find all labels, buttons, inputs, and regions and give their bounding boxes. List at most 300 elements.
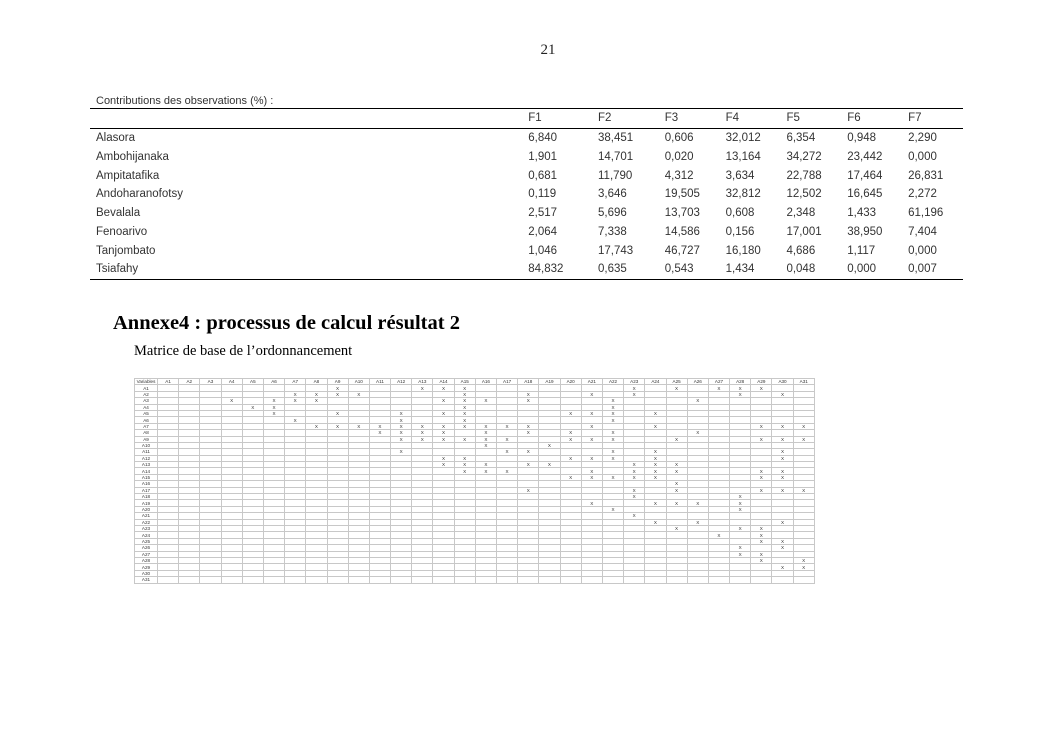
matrix-cell — [263, 577, 284, 583]
matrix-mark: X — [497, 468, 518, 474]
matrix-mark: X — [560, 436, 581, 442]
matrix-cell — [793, 577, 814, 583]
matrix-mark: X — [645, 474, 666, 480]
header-cell — [90, 109, 522, 129]
matrix-row-label: A20 — [135, 506, 158, 512]
matrix-mark: X — [263, 398, 284, 404]
table-row — [90, 204, 963, 223]
matrix-mark: X — [730, 551, 751, 557]
matrix-column-header: A3 — [200, 379, 221, 385]
matrix-mark: X — [666, 468, 687, 474]
matrix-mark: X — [730, 385, 751, 391]
matrix-mark: X — [581, 436, 602, 442]
matrix-mark: X — [454, 423, 475, 429]
matrix-cell — [285, 577, 306, 583]
matrix-mark: X — [518, 398, 539, 404]
matrix-mark: X — [666, 385, 687, 391]
contribution-value: 17,001 — [786, 225, 822, 238]
matrix-column-header: A29 — [751, 379, 772, 385]
contribution-value: 2,272 — [908, 188, 937, 201]
matrix-row-label: A14 — [135, 468, 158, 474]
matrix-cell — [433, 577, 454, 583]
matrix-mark: X — [327, 423, 348, 429]
matrix-column-header: A15 — [454, 379, 475, 385]
matrix-mark: X — [645, 423, 666, 429]
matrix-mark: X — [793, 436, 814, 442]
matrix-row-label: A23 — [135, 525, 158, 531]
matrix-mark: X — [602, 410, 623, 416]
contribution-value: 38,451 — [598, 132, 634, 145]
matrix-cell — [708, 577, 729, 583]
matrix-mark: X — [497, 436, 518, 442]
table-row — [90, 241, 963, 260]
ordering-matrix — [134, 378, 815, 584]
contribution-value: 2,517 — [528, 207, 558, 220]
matrix-column-header: A18 — [518, 379, 539, 385]
matrix-body — [135, 385, 815, 583]
matrix-mark: X — [263, 404, 284, 410]
matrix-cell — [730, 577, 751, 583]
matrix-mark: X — [433, 462, 454, 468]
matrix-mark: X — [285, 391, 306, 397]
matrix-mark: X — [645, 462, 666, 468]
matrix-mark: X — [433, 455, 454, 461]
matrix-column-header: A8 — [306, 379, 327, 385]
matrix-mark: X — [751, 468, 772, 474]
contributions-section — [90, 94, 963, 280]
matrix-column-header: A31 — [793, 379, 814, 385]
matrix-row-label: A4 — [135, 404, 158, 410]
matrix-mark: X — [772, 455, 793, 461]
matrix-mark: X — [518, 487, 539, 493]
matrix-mark: X — [306, 398, 327, 404]
contribution-value: 19,505 — [664, 188, 700, 201]
contribution-value: 1,117 — [847, 244, 876, 257]
matrix-cell — [497, 577, 518, 583]
matrix-cell — [581, 577, 602, 583]
matrix-mark: X — [497, 423, 518, 429]
matrix-mark: X — [412, 385, 433, 391]
matrix-mark: X — [454, 462, 475, 468]
table-row — [90, 223, 963, 242]
matrix-mark: X — [666, 487, 687, 493]
table-row — [90, 185, 963, 204]
matrix-row-label: A10 — [135, 442, 158, 448]
matrix-cell — [412, 577, 433, 583]
matrix-cell — [454, 577, 475, 583]
matrix-mark: X — [772, 449, 793, 455]
matrix-mark: X — [793, 564, 814, 570]
matrix-mark: X — [730, 494, 751, 500]
matrix-cell — [200, 577, 221, 583]
matrix-column-header: A6 — [263, 379, 284, 385]
table-row — [90, 260, 963, 279]
matrix-mark: X — [391, 423, 412, 429]
matrix-mark: X — [624, 474, 645, 480]
contribution-value: 14,701 — [598, 150, 634, 163]
annex-subtitle: Matrice de base de l’ordonnancement — [134, 343, 353, 359]
matrix-mark: X — [602, 455, 623, 461]
matrix-mark: X — [793, 423, 814, 429]
matrix-mark: X — [433, 410, 454, 416]
matrix-mark: X — [475, 468, 496, 474]
matrix-mark: X — [687, 430, 708, 436]
matrix-column-header: A9 — [327, 379, 348, 385]
contribution-value: 7,338 — [598, 225, 627, 238]
matrix-mark: X — [730, 525, 751, 531]
matrix-mark: X — [560, 474, 581, 480]
matrix-row-label: A3 — [135, 398, 158, 404]
contribution-value: 14,586 — [664, 225, 700, 238]
matrix-mark: X — [581, 410, 602, 416]
matrix-mark: X — [285, 398, 306, 404]
matrix-mark: X — [581, 500, 602, 506]
commune-name: Ampitatafika — [96, 169, 160, 182]
contribution-value: 4,686 — [786, 244, 816, 257]
matrix-mark: X — [391, 449, 412, 455]
contribution-value: 84,832 — [528, 263, 564, 276]
matrix-mark: X — [602, 449, 623, 455]
matrix-mark: X — [475, 436, 496, 442]
contribution-value: 46,727 — [664, 244, 700, 257]
matrix-mark: X — [539, 442, 560, 448]
contribution-value: 61,196 — [908, 207, 944, 220]
matrix-mark: X — [772, 423, 793, 429]
matrix-cell — [539, 577, 560, 583]
matrix-column-header: A30 — [772, 379, 793, 385]
matrix-mark: X — [772, 474, 793, 480]
commune-name: Alasora — [96, 132, 135, 145]
matrix-mark: X — [518, 391, 539, 397]
contribution-value: 0,681 — [528, 169, 558, 182]
matrix-mark: X — [793, 487, 814, 493]
matrix-mark: X — [433, 398, 454, 404]
matrix-mark: X — [497, 449, 518, 455]
contribution-value: 0,156 — [725, 225, 755, 238]
matrix-corner-label: Variables — [135, 379, 158, 385]
matrix-cell — [158, 577, 179, 583]
contributions-body — [90, 128, 963, 279]
matrix-mark: X — [730, 506, 751, 512]
matrix-row-label: A9 — [135, 436, 158, 442]
matrix-mark: X — [602, 430, 623, 436]
matrix-mark: X — [624, 462, 645, 468]
matrix-mark: X — [751, 532, 772, 538]
matrix-mark: X — [581, 474, 602, 480]
contribution-value: 1,434 — [725, 263, 755, 276]
contribution-value: 7,404 — [908, 225, 937, 238]
matrix-cell — [666, 577, 687, 583]
matrix-mark: X — [475, 398, 496, 404]
matrix-mark: X — [348, 423, 369, 429]
matrix-mark: X — [412, 430, 433, 436]
matrix-cell — [602, 577, 623, 583]
table-row — [90, 148, 963, 167]
matrix-column-header: A24 — [645, 379, 666, 385]
matrix-mark: X — [751, 557, 772, 563]
matrix-row-label: A19 — [135, 500, 158, 506]
matrix-mark: X — [666, 500, 687, 506]
annex-title: Annexe4 : processus de calcul résultat 2 — [113, 312, 460, 334]
matrix-mark: X — [369, 430, 390, 436]
matrix-row-label: A26 — [135, 545, 158, 551]
matrix-mark: X — [602, 436, 623, 442]
matrix-mark: X — [581, 468, 602, 474]
matrix-mark: X — [751, 525, 772, 531]
matrix-mark: X — [730, 391, 751, 397]
header-cell: F3 — [664, 112, 679, 125]
matrix-mark: X — [708, 532, 729, 538]
matrix-mark: X — [687, 519, 708, 525]
matrix-mark: X — [645, 410, 666, 416]
matrix-cell — [306, 577, 327, 583]
matrix-column-header: A10 — [348, 379, 369, 385]
matrix-row-label: A15 — [135, 474, 158, 480]
matrix-mark: X — [518, 449, 539, 455]
matrix-row-label: A6 — [135, 417, 158, 423]
matrix-mark: X — [687, 500, 708, 506]
matrix-mark: X — [666, 525, 687, 531]
contribution-value: 38,950 — [847, 225, 883, 238]
matrix-mark: X — [391, 436, 412, 442]
matrix-column-header: A11 — [369, 379, 390, 385]
matrix-cell — [391, 577, 412, 583]
matrix-mark: X — [602, 398, 623, 404]
matrix-mark: X — [624, 487, 645, 493]
header-cell: F5 — [786, 112, 800, 125]
contribution-value: 11,790 — [598, 169, 633, 182]
matrix-cell — [560, 577, 581, 583]
matrix-column-header: A19 — [539, 379, 560, 385]
commune-name: Tsiafahy — [96, 263, 139, 276]
contribution-value: 17,464 — [847, 169, 883, 182]
contribution-value: 12,502 — [786, 188, 822, 201]
matrix-mark: X — [518, 430, 539, 436]
matrix-column-header: A26 — [687, 379, 708, 385]
matrix-cell — [687, 577, 708, 583]
matrix-mark: X — [391, 430, 412, 436]
matrix-mark: X — [772, 538, 793, 544]
contribution-value: 2,290 — [908, 132, 937, 145]
matrix-row-label: A24 — [135, 532, 158, 538]
matrix-mark: X — [730, 545, 751, 551]
matrix-row-label: A30 — [135, 570, 158, 576]
matrix-mark: X — [433, 423, 454, 429]
matrix-mark: X — [475, 423, 496, 429]
header-cell: F2 — [598, 112, 612, 125]
matrix-mark: X — [560, 410, 581, 416]
contribution-value: 0,000 — [908, 244, 937, 257]
contribution-value: 26,831 — [908, 169, 944, 182]
contribution-value: 0,000 — [908, 150, 937, 163]
matrix-column-header: A4 — [221, 379, 242, 385]
matrix-mark: X — [263, 410, 284, 416]
matrix-mark: X — [772, 545, 793, 551]
matrix-mark: X — [391, 417, 412, 423]
matrix-row-label: A21 — [135, 513, 158, 519]
matrix-table — [134, 378, 815, 584]
matrix-mark: X — [560, 430, 581, 436]
matrix-cell — [179, 577, 200, 583]
contribution-value: 3,646 — [598, 188, 627, 201]
matrix-column-header: A7 — [285, 379, 306, 385]
contribution-value: 1,046 — [528, 244, 558, 257]
contribution-value: 0,608 — [725, 207, 755, 220]
matrix-mark: X — [751, 474, 772, 480]
matrix-row-label: A7 — [135, 423, 158, 429]
matrix-mark: X — [454, 436, 475, 442]
matrix-row-label: A5 — [135, 410, 158, 416]
matrix-mark: X — [454, 410, 475, 416]
matrix-mark: X — [645, 455, 666, 461]
matrix-mark: X — [772, 519, 793, 525]
matrix-mark: X — [772, 436, 793, 442]
matrix-row-label: A16 — [135, 481, 158, 487]
matrix-mark: X — [391, 410, 412, 416]
matrix-mark: X — [412, 436, 433, 442]
matrix-mark: X — [348, 391, 369, 397]
matrix-mark: X — [772, 391, 793, 397]
matrix-column-header: A28 — [730, 379, 751, 385]
matrix-row — [135, 577, 815, 583]
matrix-mark: X — [624, 494, 645, 500]
matrix-mark: X — [751, 436, 772, 442]
commune-name: Tanjombato — [96, 244, 156, 257]
matrix-cell — [242, 577, 263, 583]
matrix-mark: X — [454, 455, 475, 461]
header-cell: F6 — [847, 112, 861, 125]
contribution-value: 0,048 — [786, 263, 816, 276]
contribution-value: 16,645 — [847, 188, 883, 201]
commune-name: Bevalala — [96, 207, 141, 220]
contribution-value: 6,840 — [528, 132, 558, 145]
matrix-mark: X — [602, 474, 623, 480]
page-number: 21 — [540, 42, 556, 58]
matrix-row-label: A1 — [135, 385, 158, 391]
matrix-mark: X — [581, 455, 602, 461]
matrix-mark: X — [306, 391, 327, 397]
contribution-value: 0,948 — [847, 132, 877, 145]
matrix-mark: X — [645, 449, 666, 455]
contribution-value: 22,788 — [786, 169, 822, 182]
matrix-mark: X — [687, 398, 708, 404]
contribution-value: 16,180 — [725, 244, 761, 257]
matrix-mark: X — [666, 481, 687, 487]
contribution-value: 1,433 — [847, 207, 877, 220]
matrix-mark: X — [602, 417, 623, 423]
matrix-mark: X — [581, 391, 602, 397]
matrix-row-label: A17 — [135, 487, 158, 493]
matrix-row-label: A13 — [135, 462, 158, 468]
contribution-value: 0,606 — [664, 132, 694, 145]
matrix-mark: X — [708, 385, 729, 391]
matrix-mark: X — [433, 436, 454, 442]
matrix-mark: X — [433, 430, 454, 436]
matrix-row-label: A11 — [135, 449, 158, 455]
commune-name: Ambohijanaka — [96, 150, 169, 163]
matrix-mark: X — [518, 462, 539, 468]
matrix-mark: X — [285, 417, 306, 423]
matrix-mark: X — [666, 462, 687, 468]
matrix-mark: X — [475, 442, 496, 448]
matrix-mark: X — [624, 468, 645, 474]
matrix-cell — [518, 577, 539, 583]
matrix-column-header: A23 — [624, 379, 645, 385]
contribution-value: 2,348 — [786, 207, 816, 220]
matrix-mark: X — [454, 391, 475, 397]
matrix-mark: X — [454, 398, 475, 404]
matrix-mark: X — [475, 462, 496, 468]
matrix-mark: X — [751, 385, 772, 391]
matrix-mark: X — [645, 468, 666, 474]
commune-name: Andoharanofotsy — [96, 188, 183, 201]
commune-name: Fenoarivo — [96, 225, 148, 238]
matrix-cell — [327, 577, 348, 583]
matrix-mark: X — [645, 519, 666, 525]
matrix-mark: X — [518, 423, 539, 429]
matrix-row-label: A27 — [135, 551, 158, 557]
matrix-column-header: A27 — [708, 379, 729, 385]
contribution-value: 5,696 — [598, 207, 627, 220]
matrix-row-label: A8 — [135, 430, 158, 436]
matrix-cell — [369, 577, 390, 583]
matrix-mark: X — [624, 513, 645, 519]
matrix-row-label: A29 — [135, 564, 158, 570]
matrix-cell — [348, 577, 369, 583]
contribution-value: 0,007 — [908, 263, 937, 276]
matrix-mark: X — [327, 410, 348, 416]
matrix-mark: X — [772, 564, 793, 570]
matrix-mark: X — [412, 423, 433, 429]
contribution-value: 32,012 — [725, 132, 761, 145]
contribution-value: 0,020 — [664, 150, 694, 163]
matrix-mark: X — [560, 455, 581, 461]
contribution-value: 4,312 — [664, 169, 694, 182]
header-cell: F1 — [528, 112, 542, 125]
matrix-column-header: A16 — [475, 379, 496, 385]
matrix-cell — [221, 577, 242, 583]
matrix-mark: X — [369, 423, 390, 429]
matrix-column-header: A21 — [581, 379, 602, 385]
matrix-mark: X — [242, 404, 263, 410]
matrix-mark: X — [772, 487, 793, 493]
matrix-column-header: A22 — [602, 379, 623, 385]
matrix-column-header: A13 — [412, 379, 433, 385]
contribution-value: 0,635 — [598, 263, 627, 276]
matrix-column-header: A5 — [242, 379, 263, 385]
contribution-value: 13,164 — [725, 150, 761, 163]
contribution-value: 6,354 — [786, 132, 816, 145]
matrix-mark: X — [645, 500, 666, 506]
matrix-mark: X — [666, 436, 687, 442]
contributions-table — [90, 108, 963, 280]
matrix-column-header: A17 — [497, 379, 518, 385]
matrix-row-label: A18 — [135, 494, 158, 500]
matrix-row-label: A22 — [135, 519, 158, 525]
contribution-value: 0,119 — [528, 188, 557, 201]
contribution-value: 32,812 — [725, 188, 761, 201]
matrix-mark: X — [454, 468, 475, 474]
matrix-mark: X — [624, 385, 645, 391]
matrix-cell — [624, 577, 645, 583]
matrix-mark: X — [602, 506, 623, 512]
matrix-row-label: A28 — [135, 557, 158, 563]
contributions-header-row — [90, 109, 963, 129]
matrix-mark: X — [327, 391, 348, 397]
matrix-mark: X — [730, 500, 751, 506]
contribution-value: 3,634 — [725, 169, 755, 182]
matrix-row-label: A12 — [135, 455, 158, 461]
